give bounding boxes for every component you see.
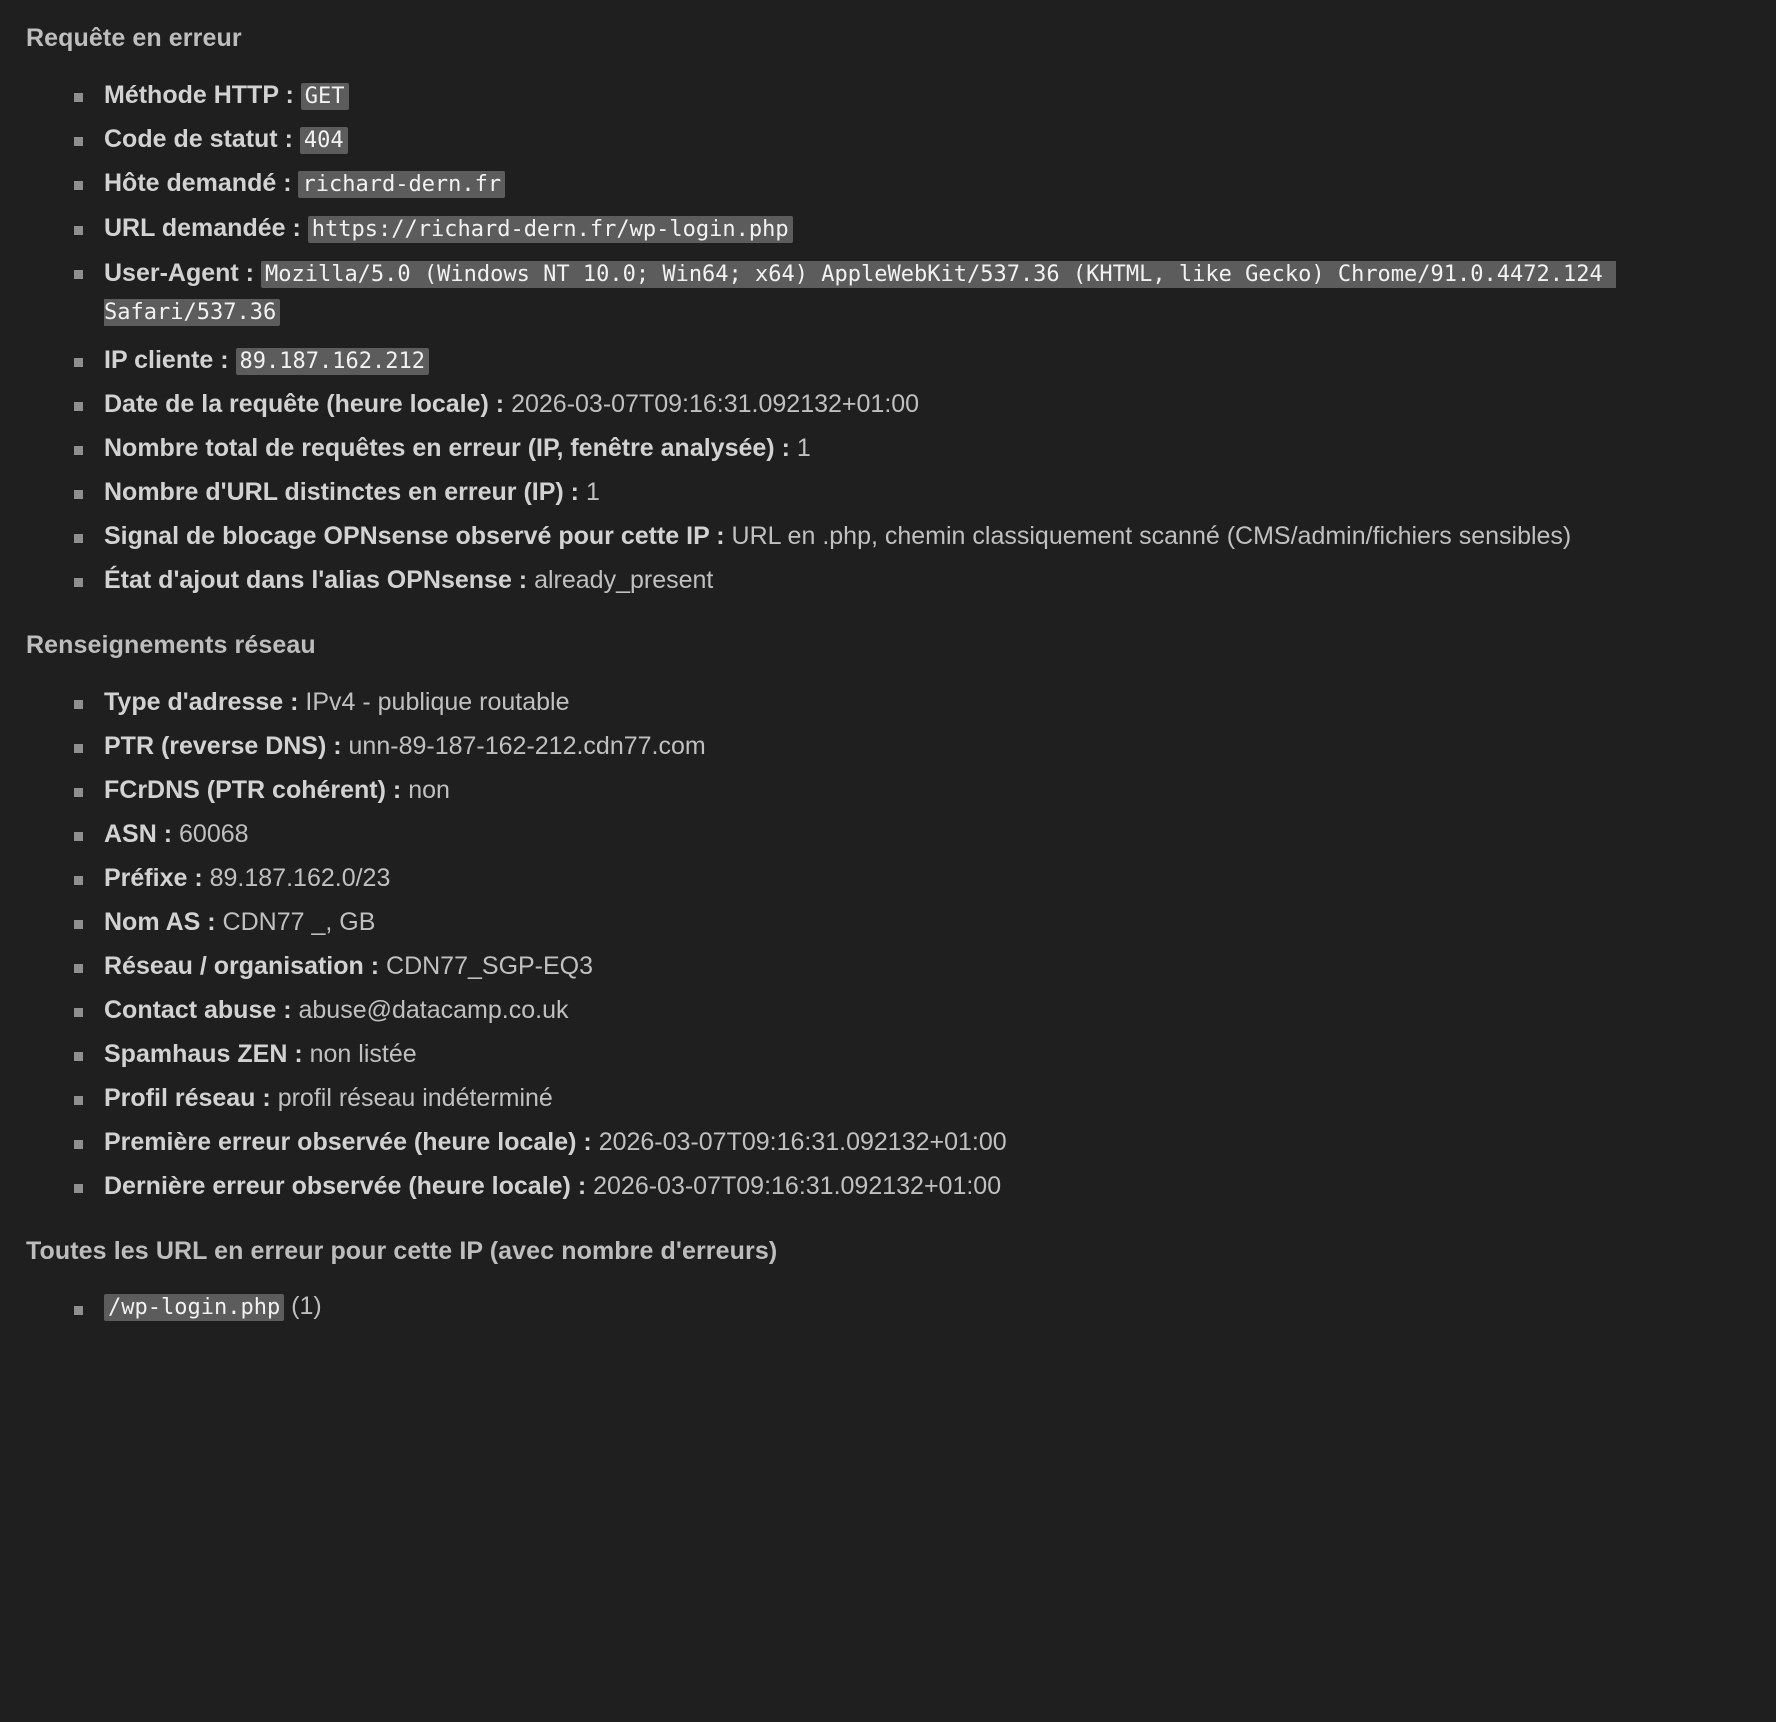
- list-item: [26, 388, 1750, 421]
- request-error-section: [26, 24, 1750, 597]
- list-item: [26, 123, 1750, 156]
- list-item: [26, 476, 1750, 509]
- item-label: FCrDNS (PTR cohérent) :: [104, 776, 402, 805]
- list-item: [26, 1292, 1750, 1323]
- list-item: [26, 818, 1750, 851]
- item-value: non: [408, 776, 450, 805]
- item-label: ASN :: [104, 820, 173, 849]
- item-label: Méthode HTTP :: [104, 81, 294, 109]
- item-label: Spamhaus ZEN :: [104, 1040, 303, 1069]
- list-item: [26, 950, 1750, 983]
- list-item: [26, 686, 1750, 719]
- item-label: Contact abuse :: [104, 996, 292, 1025]
- list-item: [26, 1170, 1750, 1203]
- item-label: Date de la requête (heure locale) :: [104, 390, 505, 419]
- list-item: [26, 167, 1750, 200]
- item-value: CDN77_SGP-EQ3: [386, 952, 594, 981]
- item-label: PTR (reverse DNS) :: [104, 732, 342, 761]
- item-label: Préfixe :: [104, 864, 203, 893]
- list-item: [26, 906, 1750, 939]
- item-value: 60068: [179, 820, 249, 849]
- error-urls-section: [26, 1237, 1750, 1323]
- list-item: [26, 1082, 1750, 1115]
- item-label: Profil réseau :: [104, 1084, 271, 1113]
- section-title-urls: Toutes les URL en erreur pour cette IP (avec nombre d'erreurs): [26, 1237, 778, 1266]
- item-label: Code de statut :: [104, 125, 293, 154]
- list-item: [26, 520, 1750, 553]
- item-value: https://richard-dern.fr/wp-login.php: [308, 216, 793, 243]
- network-info-section: [26, 631, 1750, 1203]
- list-item: [26, 1038, 1750, 1071]
- item-value: 404: [300, 127, 348, 154]
- error-url: /wp-login.php: [104, 1294, 284, 1321]
- item-value: 89.187.162.0/23: [209, 864, 391, 893]
- list-item: [26, 79, 1750, 112]
- item-value: 2026-03-07T09:16:31.092132+01:00: [593, 1172, 1002, 1201]
- item-value: 2026-03-07T09:16:31.092132+01:00: [598, 1128, 1007, 1157]
- list-item: [26, 212, 1750, 245]
- item-value: CDN77 _, GB: [222, 908, 376, 937]
- list-item: [26, 564, 1750, 597]
- section-title-network: Renseignements réseau: [26, 631, 316, 660]
- error-urls-list: [26, 1292, 1750, 1323]
- item-value: already_present: [534, 566, 714, 595]
- list-item: [26, 774, 1750, 807]
- item-value: 1: [585, 478, 600, 507]
- item-label: Réseau / organisation :: [104, 952, 380, 981]
- item-value: abuse@datacamp.co.uk: [298, 996, 569, 1025]
- item-label: Première erreur observée (heure locale) :: [104, 1128, 592, 1157]
- item-value: IPv4 - publique routable: [305, 688, 570, 717]
- item-label: Nombre d'URL distinctes en erreur (IP) :: [104, 478, 580, 507]
- network-info-list: [26, 686, 1750, 1203]
- section-title-request: Requête en erreur: [26, 24, 242, 52]
- item-value: GET: [301, 83, 349, 110]
- list-item: [26, 862, 1750, 895]
- request-error-list: [26, 79, 1750, 597]
- list-item: [26, 432, 1750, 465]
- item-value: Mozilla/5.0 (Windows NT 10.0; Win64; x64) AppleWebKit/537.36 (KHTML, like Gecko) Chrome/91.0.4472.124 Safari/537.36: [104, 261, 1616, 326]
- item-value: 2026-03-07T09:16:31.092132+01:00: [511, 390, 920, 419]
- item-value: 89.187.162.212: [236, 348, 429, 375]
- item-value: unn-89-187-162-212.cdn77.com: [348, 732, 706, 761]
- item-label: État d'ajout dans l'alias OPNsense :: [104, 566, 528, 595]
- item-label: IP cliente :: [104, 345, 229, 374]
- list-item: [26, 730, 1750, 763]
- item-value: richard-dern.fr: [298, 171, 505, 198]
- item-value: non listée: [309, 1040, 417, 1069]
- item-label: Dernière erreur observée (heure locale) :: [104, 1172, 587, 1201]
- item-value: 1: [796, 434, 811, 463]
- item-value: profil réseau indéterminé: [277, 1084, 553, 1113]
- item-label: Nom AS :: [104, 908, 216, 937]
- list-item: [26, 344, 1750, 377]
- item-label: User-Agent :: [104, 258, 255, 287]
- item-label: Nombre total de requêtes en erreur (IP, fenêtre analysée) :: [104, 434, 790, 463]
- item-label: Hôte demandé :: [104, 169, 292, 198]
- item-label: URL demandée :: [104, 213, 301, 242]
- list-item: [26, 994, 1750, 1027]
- list-item: [26, 256, 1750, 333]
- error-count: (1): [291, 1292, 322, 1321]
- list-item: [26, 1126, 1750, 1159]
- item-label: Signal de blocage OPNsense observé pour cette IP :: [104, 522, 725, 551]
- item-value: URL en .php, chemin classiquement scanné (CMS/admin/fichiers sensibles): [731, 522, 1572, 551]
- item-label: Type d'adresse :: [104, 688, 299, 717]
